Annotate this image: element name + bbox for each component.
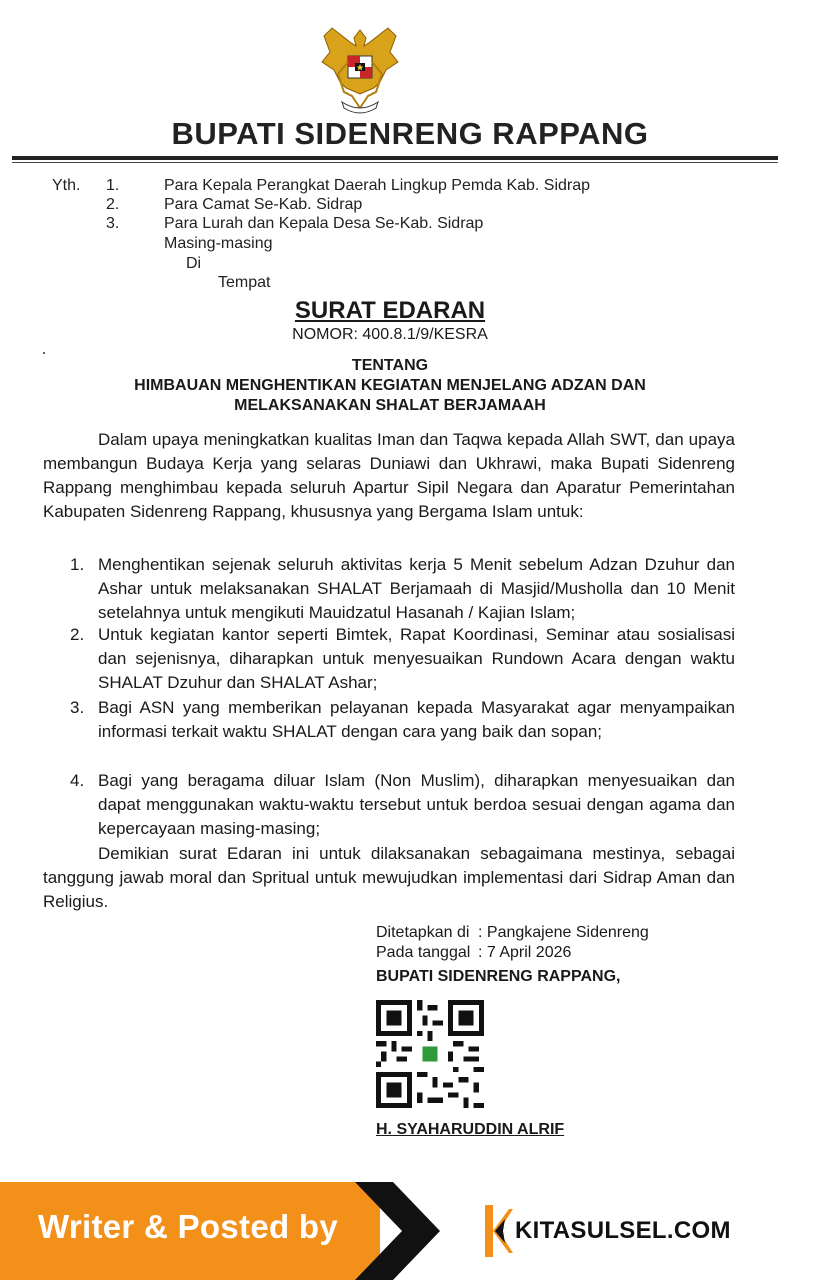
letter-tentang: TENTANG [351,357,429,374]
sig-place-value: : Pangkajene Sidenreng [478,924,649,941]
subject-line-1: HIMBAUAN MENGHENTIKAN KEGIATAN MENJELANG ADZAN DAN [134,377,646,394]
addressee-num: 1. [106,177,120,194]
point-text: Menghentikan sejenak seluruh aktivitas kerja 5 Menit sebelum Adzan Dzuhur dan Ashar untuk melaksanakan SHALAT Berjamaah di Masjid/Musholla dan 10 Menit setelahnya untuk mengikuti Mauidzatul Hasanah / Kajian Islam; [98,555,735,622]
addressee-item: Para Lurah dan Kepala Desa Se-Kab. Sidrap [164,215,484,232]
kitasulsel-logo-icon [483,1205,513,1257]
addressee-tempat: Tempat [218,274,271,291]
letter-type: SURAT EDARAN [294,297,486,324]
letterhead-title: BUPATI SIDENRENG RAPPANG [171,116,649,151]
subject-line-2: MELAKSANAKAN SHALAT BERJAMAAH [234,397,546,414]
footer-brand-name: KITASULSEL.COM [515,1217,731,1244]
letter-closing: Demikian surat Edaran ini untuk dilaksanakan sebagaimana mestinya, sebagai tanggung jawab moral dan Spritual untuk mewujudkan implementasi dari Sidrap Aman dan Religius. [43,844,735,911]
point-number: 2. [70,625,85,644]
addressee-num: 3. [106,215,120,232]
sig-date-value: : 7 April 2026 [478,944,572,961]
point-text: Bagi ASN yang memberikan pelayanan kepada Masyarakat agar menyampaikan informasi terkait waktu SHALAT dengan cara yang baik dan sopan; [98,698,735,741]
addressee-item: Para Kepala Perangkat Daerah Lingkup Pemda Kab. Sidrap [164,177,591,194]
qr-code-icon [376,1000,484,1108]
point-number: 3. [70,698,85,717]
garuda-emblem-icon [318,22,402,118]
footer-chevron-shape [355,1182,440,1280]
addressee-salutation: Yth. [52,177,81,194]
letter-intro: Dalam upaya meningkatkan kualitas Iman dan Taqwa kepada Allah SWT, dan upaya membangun Budaya Kerja yang selaras Duniawi dan Ukhrawi, maka Bupati Sidenreng Rappang menghimbau kepada seluruh Apartur Sipil Negara dan Aparatur Pemerintahan Kabupaten Sidenreng Rappang, khususnya yang Bergama Islam untuk: [43,430,735,521]
sig-office: BUPATI SIDENRENG RAPPANG, [376,968,621,985]
scan-speck [43,352,45,354]
letterhead-divider [12,156,778,160]
letter-number: NOMOR: 400.8.1/9/KESRA [292,326,488,343]
sig-date-label: Pada tanggal [376,944,471,961]
footer-brand[interactable] [483,1201,731,1261]
addressee-di: Di [186,255,202,272]
signer-name: H. SYAHARUDDIN ALRIF [376,1121,565,1138]
sig-place-label: Ditetapkan di [376,924,470,941]
footer-label: Writer & Posted by [38,1208,339,1245]
addressee-num: 2. [106,196,120,213]
point-text: Untuk kegiatan kantor seperti Bimtek, Rapat Koordinasi, Seminar atau sosialisasi dan sejenisnya, diharapkan untuk menyesuaikan Rundown Acara dengan waktu SHALAT Dzuhur dan SHALAT Ashar; [98,625,735,692]
addressee-masing: Masing-masing [164,235,273,252]
letterhead-divider-thin [12,162,778,163]
point-text: Bagi yang beragama diluar Islam (Non Muslim), diharapkan menyesuaikan dan dapat menggunakan waktu-waktu tersebut untuk berdoa sesuai dengan agama dan kepercayaan masing-masing; [98,771,735,838]
point-number: 1. [70,555,85,574]
point-number: 4. [70,771,85,790]
addressee-item: Para Camat Se-Kab. Sidrap [164,196,363,213]
letter-subject [60,376,720,416]
